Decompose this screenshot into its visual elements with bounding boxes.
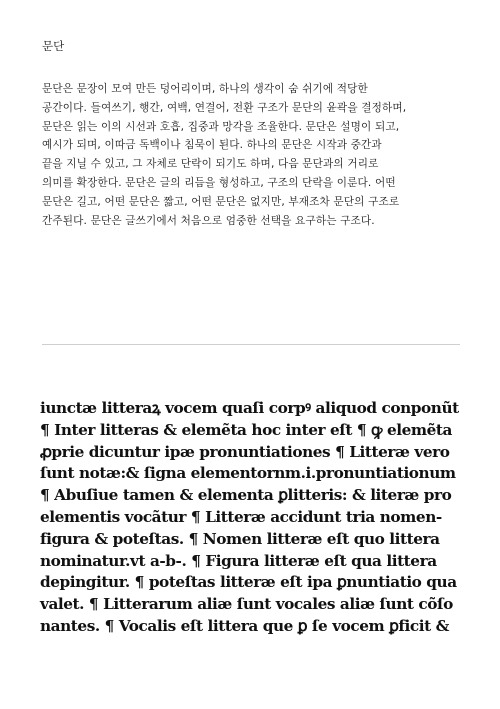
scan-line: ſunt notæ:& ſigna elementornm.i.pronuntiationum xyxy=(40,464,456,483)
paragraph-line: 문단은 문장이 모여 만든 덩어리이며, 하나의 생각이 숨 쉬기에 적당한 xyxy=(42,83,368,95)
scan-line: depingitur. ¶ poteſtas litteræ eſt ipa ꝑnuntiatio qua xyxy=(40,573,457,592)
paragraph-line: 예시가 되며, 이따금 독백이나 침묵이 된다. 하나의 문단은 시작과 중간과 xyxy=(42,139,382,152)
section-divider xyxy=(42,344,460,345)
scan-line: ¶ Inter litteras & elemẽta hoc inter eſt ¶ ꝙ elemẽta xyxy=(40,420,452,439)
paragraph-line: 끝을 지닐 수 있고, 그 자체로 단락이 되기도 하며, 다음 문단과의 거리로 xyxy=(42,158,379,171)
page-title: 문단 xyxy=(42,39,65,53)
scan-line: nantes. ¶ Vocalis eſt littera que ꝑ ſe vocem ꝑficit & xyxy=(40,616,449,635)
scan-line: elementis vocãtur ¶ Litteræ accidunt tria nomen- xyxy=(40,507,442,526)
paragraph-line: 문단은 길고, 어떤 문단은 짧고, 어떤 문단은 없지만, 부재조차 문단의 구조로 xyxy=(42,195,400,208)
latin-incunabula-scan xyxy=(40,398,460,638)
paragraph-line: 문단은 읽는 이의 시선과 호흡, 집중과 망각을 조율한다. 문단은 설명이 되고, xyxy=(42,120,400,133)
scan-line: ¶ Abuſiue tamen & elementa ꝑlitteris: & literæ pro xyxy=(40,486,452,505)
scan-line: ꝓprie dicuntur ipæ pronuntiationes ¶ Litteræ vero xyxy=(40,442,450,461)
korean-paragraph xyxy=(42,80,462,230)
paragraph-line: 의미를 확장한다. 문단은 글의 리듬을 형성하고, 구조의 단락을 이룬다. 어떤 xyxy=(42,176,396,189)
scan-line: figura & poteſtas. ¶ Nomen litteræ eſt quo littera xyxy=(40,529,440,548)
paragraph-line: 공간이다. 들여쓰기, 행간, 여백, 연결어, 전환 구조가 문단의 윤곽을 결정하며, xyxy=(42,101,407,114)
scan-line: iunctæ litteraꝝ vocem quaſi corpꝰ aliquod conponũt xyxy=(40,399,459,417)
scan-line: valet. ¶ Litterarum aliæ ſunt vocales aliæ ſunt cõſo xyxy=(40,595,453,614)
scan-line: nominatur.vt a-b-. ¶ Figura litteræ eſt qua littera xyxy=(40,551,437,570)
paragraph-line: 간주된다. 문단은 글쓰기에서 처음으로 엄중한 선택을 요구하는 구조다. xyxy=(42,214,375,227)
